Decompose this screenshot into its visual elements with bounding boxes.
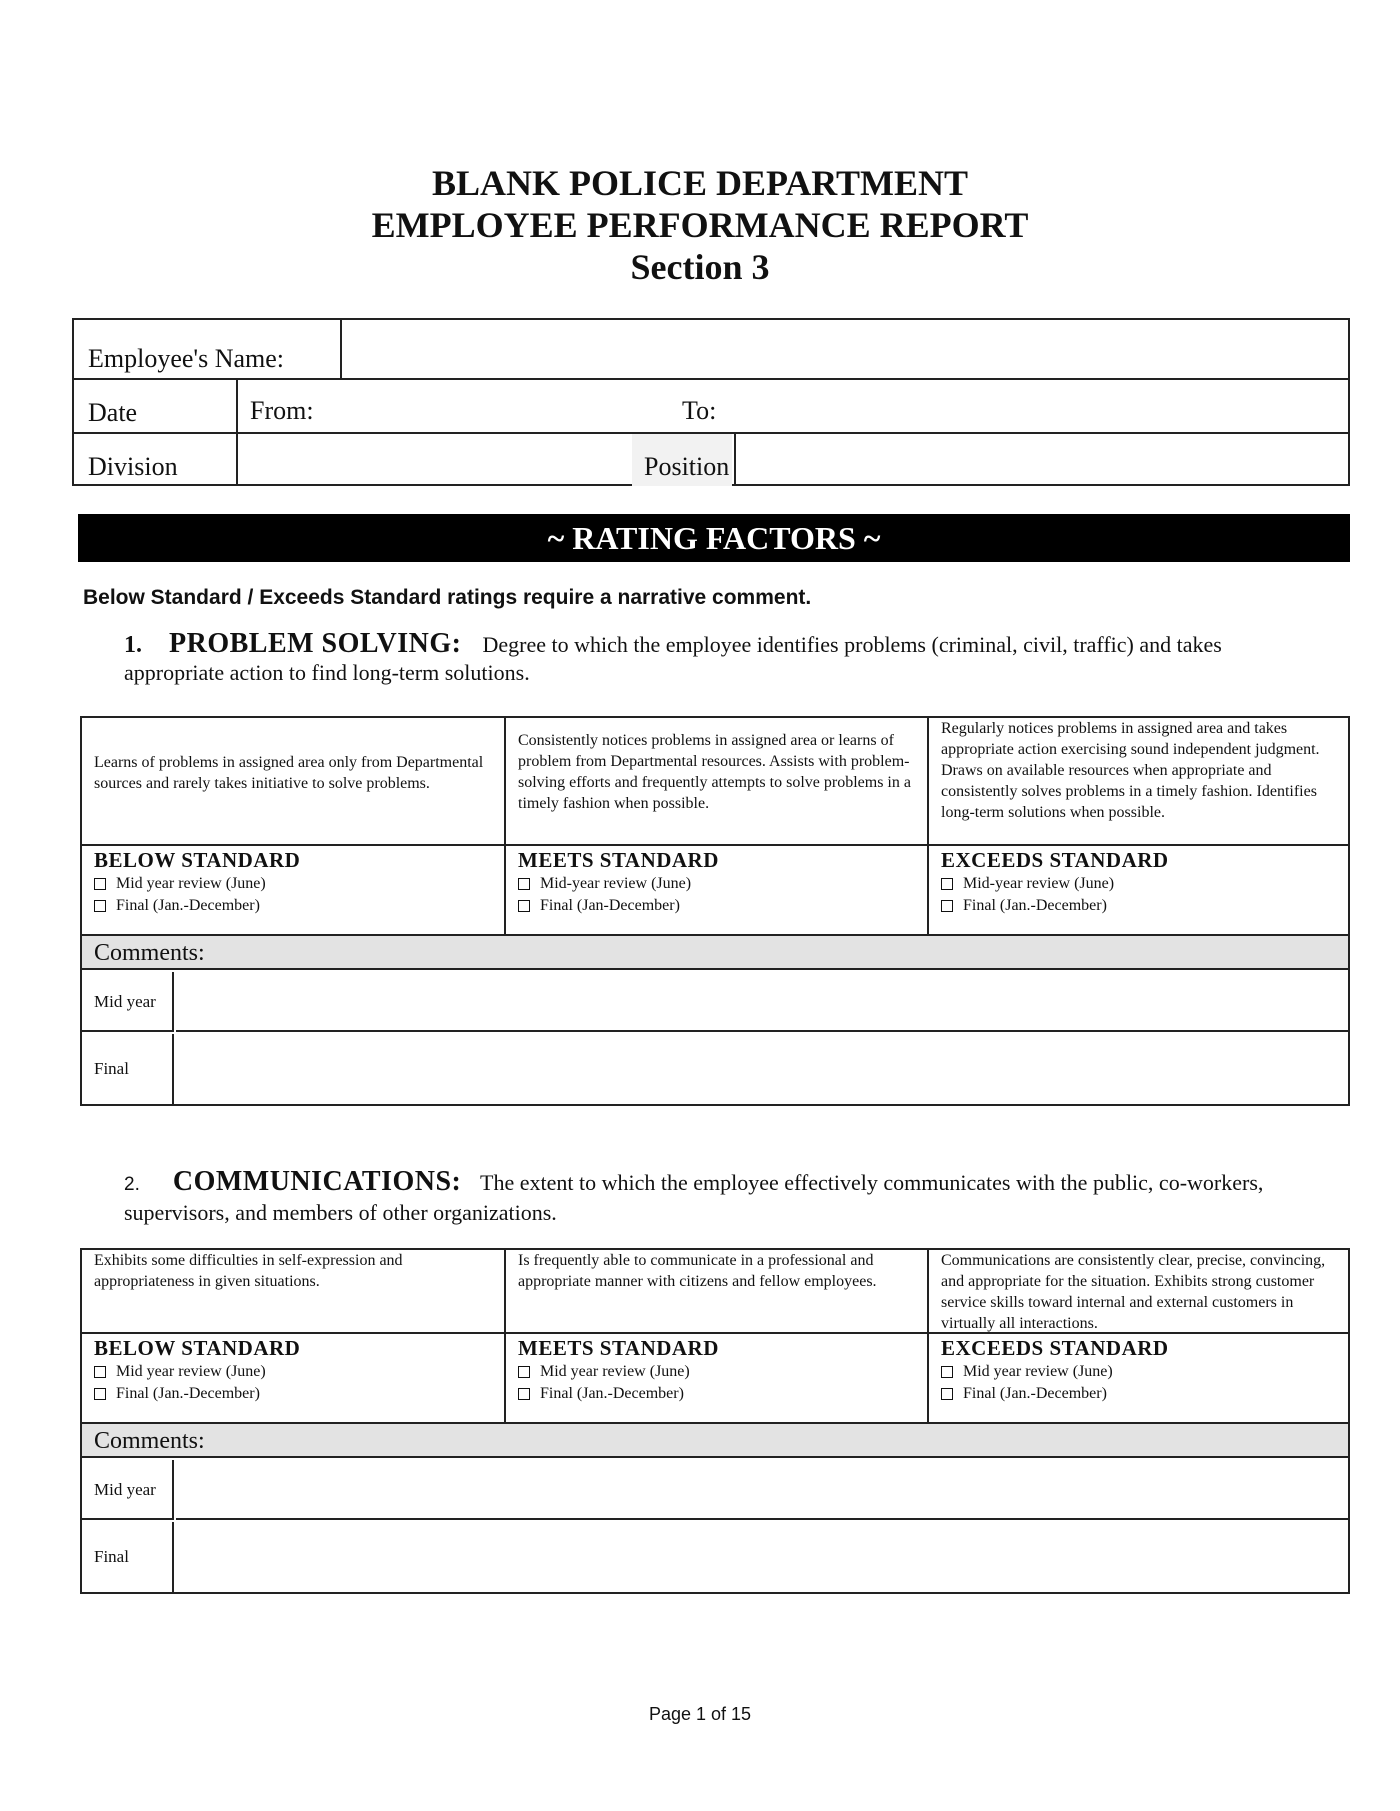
factor-1-meets-rating [518, 848, 918, 917]
below-standard-title: BELOW STANDARD [94, 1336, 301, 1360]
factor-1-final-label: Final [82, 1034, 174, 1104]
factor-1-number: 1. [124, 632, 142, 658]
division-field[interactable] [238, 434, 688, 486]
page-number: Page 1 of 15 [648, 1704, 752, 1724]
factor-1-meets-description: Consistently notices problems in assigned area or learns of problem from Departmental resources. Assists with problem-solving efforts and frequently attempts to solve problems in a timely fashion when possible. [518, 732, 911, 812]
meets-standard-title: MEETS STANDARD [518, 848, 719, 872]
factor-2-final-comment-field[interactable] [176, 1522, 1348, 1592]
factor-2-below-description: Exhibits some difficulties in self-expression and appropriateness in given situations. [94, 1252, 403, 1290]
mid-year-option: Mid-year review (June) [963, 875, 1115, 892]
below-standard-title: BELOW STANDARD [94, 848, 301, 872]
factor-2-description: The extent to which the employee effectively communicates with the public, co-workers, supervisors, and members of other organizations. [124, 1170, 1264, 1225]
page-title-line3: Section 3 [630, 247, 770, 287]
mid-year-option: Mid year review (June) [963, 1363, 1113, 1380]
from-date-field[interactable] [324, 380, 744, 432]
checkbox-icon[interactable] [941, 1388, 953, 1400]
position-label: Position [632, 434, 732, 486]
mid-year-option: Mid year review (June) [116, 1363, 266, 1380]
factor-2-mid-year-comment-field[interactable] [176, 1460, 1348, 1520]
checkbox-icon[interactable] [94, 1388, 106, 1400]
factor-2-final-label: Final [82, 1522, 174, 1592]
factor-1-exceeds-rating [941, 848, 1341, 917]
factor-1-mid-year-comment-field[interactable] [176, 972, 1348, 1032]
checkbox-icon[interactable] [518, 1366, 530, 1378]
checkbox-icon[interactable] [941, 1366, 953, 1378]
division-label: Division [88, 452, 178, 481]
factor-1-rating-table [80, 716, 1350, 1106]
final-option: Final (Jan.-December) [963, 1385, 1107, 1402]
mid-year-option: Mid year review (June) [116, 875, 266, 892]
meets-standard-title: MEETS STANDARD [518, 1336, 719, 1360]
position-field[interactable] [734, 434, 1346, 486]
factor-2-below-rating [94, 1336, 494, 1405]
final-option: Final (Jan.-December) [116, 1385, 260, 1402]
row-divider [82, 844, 1348, 846]
checkbox-icon[interactable] [94, 1366, 106, 1378]
exceeds-standard-title: EXCEEDS STANDARD [941, 1336, 1169, 1360]
factor-2-header [124, 1168, 1316, 1227]
factor-2-exceeds-rating [941, 1336, 1341, 1405]
checkbox-icon[interactable] [518, 1388, 530, 1400]
factor-1-description: Degree to which the employee identifies problems (criminal, civil, traffic) and takes appropriate action to find long-term solutions. [124, 632, 1222, 685]
factor-2-comments-label: Comments: [82, 1424, 1348, 1458]
factor-1-below-description: Learns of problems in assigned area only from Departmental sources and rarely takes initiative to solve problems. [94, 754, 484, 792]
factor-1-exceeds-description: Regularly notices problems in assigned area and takes appropriate action exercising sound independent judgment. Draws on available resources when appropriate and consistently solves problems in a timely fashion. Identifies long-term solutions when possible. [941, 720, 1320, 821]
factor-2-number: 2. [124, 1174, 140, 1195]
factor-2-meets-description: Is frequently able to communicate in a professional and appropriate manner with citizens and fellow employees. [518, 1252, 877, 1290]
page-title-line2: EMPLOYEE PERFORMANCE REPORT [371, 205, 1029, 245]
rating-factors-banner: ~ RATING FACTORS ~ [78, 514, 1350, 562]
employee-info-box [72, 318, 1350, 486]
factor-2-meets-rating [518, 1336, 918, 1405]
to-date-field[interactable] [734, 380, 1346, 432]
employee-name-field[interactable] [340, 320, 1348, 378]
factor-2-rating-table [80, 1248, 1350, 1594]
page-title-line1: BLANK POLICE DEPARTMENT [431, 163, 969, 203]
factor-1-below-rating [94, 848, 494, 917]
exceeds-standard-title: EXCEEDS STANDARD [941, 848, 1169, 872]
date-label: Date [88, 398, 138, 427]
factor-1-header [124, 630, 1316, 687]
factor-2-exceeds-description: Communications are consistently clear, precise, convincing, and appropriate for the situation. Exhibits strong customer service skills toward internal and external customers in virtually all interactions. [941, 1252, 1326, 1332]
checkbox-icon[interactable] [518, 900, 530, 912]
factor-2-mid-year-label: Mid year [82, 1460, 174, 1520]
mid-year-option: Mid year review (June) [540, 1363, 690, 1380]
factor-1-comments-label: Comments: [82, 936, 1348, 970]
factor-1-title: PROBLEM SOLVING: [169, 628, 462, 659]
to-label: To: [682, 396, 717, 425]
final-option: Final (Jan-December) [540, 897, 680, 914]
final-option: Final (Jan.-December) [116, 897, 260, 914]
factor-1-final-comment-field[interactable] [176, 1034, 1348, 1104]
mid-year-option: Mid-year review (June) [540, 875, 692, 892]
checkbox-icon[interactable] [94, 878, 106, 890]
factor-2-title: COMMUNICATIONS: [172, 1166, 462, 1197]
final-option: Final (Jan.-December) [963, 897, 1107, 914]
checkbox-icon[interactable] [941, 878, 953, 890]
narrative-note: Below Standard / Exceeds Standard ratings require a narrative comment. [83, 586, 812, 609]
employee-name-label: Employee's Name: [88, 344, 285, 373]
from-label: From: [250, 396, 314, 425]
final-option: Final (Jan.-December) [540, 1385, 684, 1402]
checkbox-icon[interactable] [518, 878, 530, 890]
checkbox-icon[interactable] [94, 900, 106, 912]
factor-1-mid-year-label: Mid year [82, 972, 174, 1032]
checkbox-icon[interactable] [941, 900, 953, 912]
